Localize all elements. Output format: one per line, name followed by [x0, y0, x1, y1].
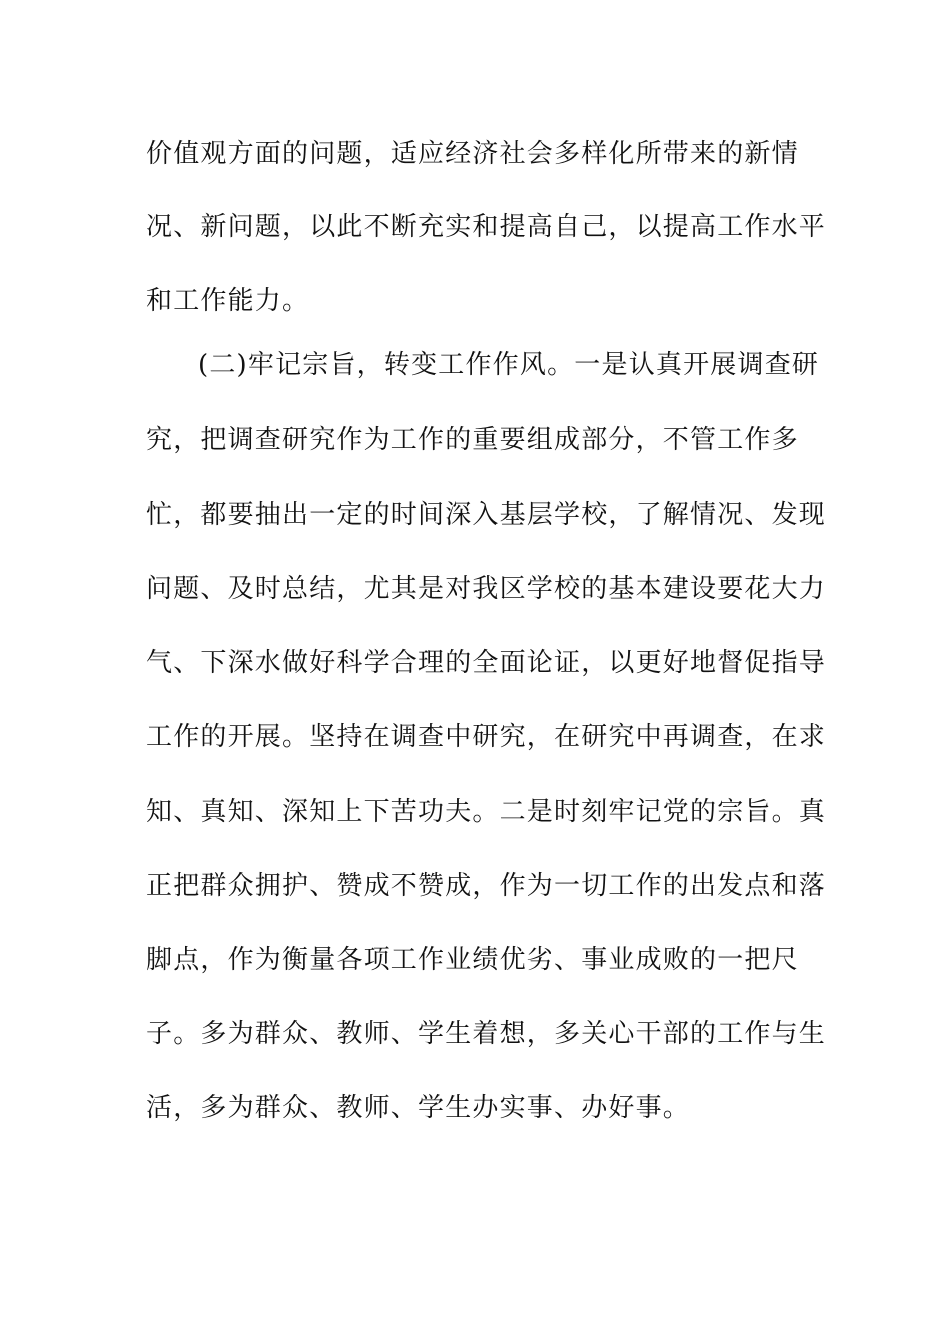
paragraph-line-12: 脚点，作为衡量各项工作业绩优劣、事业成败的一把尺	[146, 945, 799, 975]
paragraph-line-10: 知、真知、深知上下苦功夫。二是时刻牢记党的宗旨。真	[146, 797, 827, 827]
paragraph-line-7: 问题、及时总结，尤其是对我区学校的基本建设要花大力	[146, 574, 827, 604]
paragraph-line-5: 究，把调查研究作为工作的重要组成部分，不管工作多	[146, 425, 799, 455]
paragraph-line-4: (二)牢记宗旨，转变工作作风。一是认真开展调查研	[198, 350, 820, 380]
paragraph-line-1: 价值观方面的问题，适应经济社会多样化所带来的新情	[146, 139, 799, 169]
paragraph-line-11: 正把群众拥护、赞成不赞成，作为一切工作的出发点和落	[146, 871, 827, 901]
paragraph-line-9: 工作的开展。坚持在调查中研究，在研究中再调查，在求	[146, 722, 827, 752]
paragraph-line-6: 忙，都要抽出一定的时间深入基层学校，了解情况、发现	[146, 500, 827, 530]
paragraph-line-2: 况、新问题，以此不断充实和提高自己，以提高工作水平	[146, 212, 827, 242]
paragraph-line-13: 子。多为群众、教师、学生着想，多关心干部的工作与生	[146, 1019, 827, 1049]
paragraph-line-3: 和工作能力。	[146, 286, 310, 316]
paragraph-line-8: 气、下深水做好科学合理的全面论证，以更好地督促指导	[146, 648, 827, 678]
paragraph-line-14: 活，多为群众、教师、学生办实事、办好事。	[146, 1093, 691, 1123]
